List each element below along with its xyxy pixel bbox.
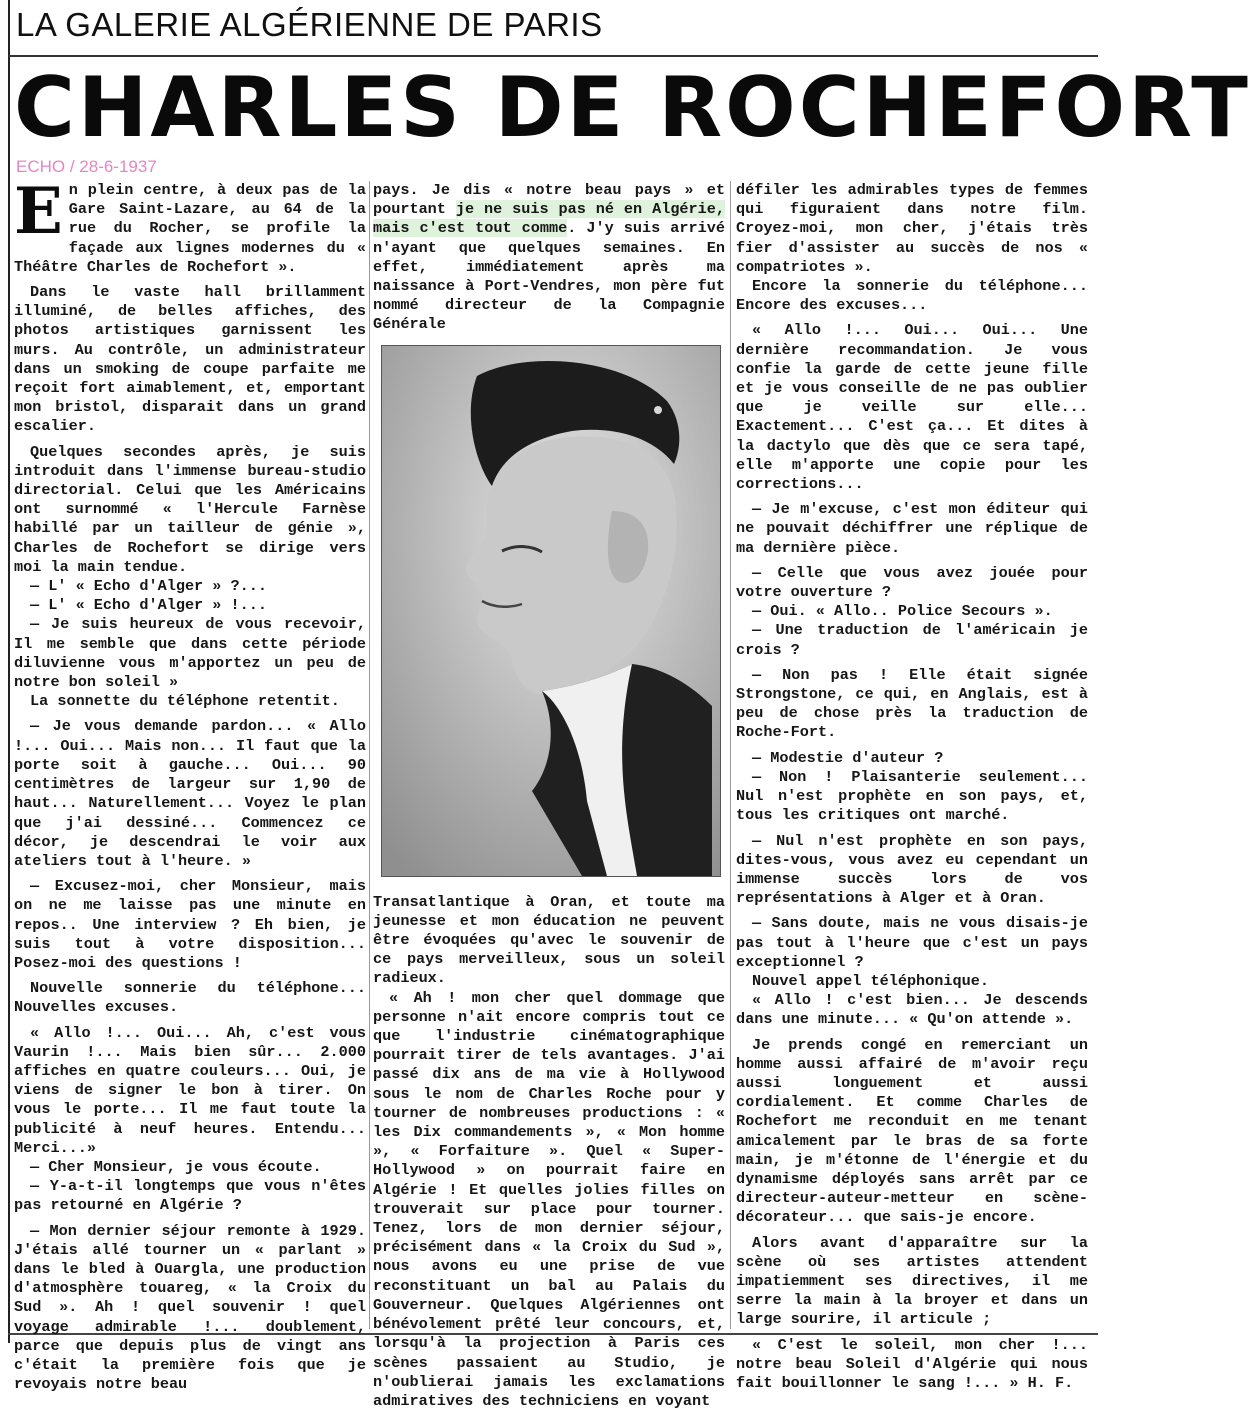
paragraph: « Allo ! c'est bien... Je descends dans une minute... « Qu'on attende ».	[736, 991, 1088, 1029]
paragraph: — Non pas ! Elle était signée Strongstone, ce qui, en Anglais, est à peu de chose près la traduction de Roche-Fort.	[736, 665, 1088, 742]
paragraph: — Je suis heureux de vous recevoir, Il me semble que dans cette période diluvienne vous m'apportez un peu de notre bon soleil »	[14, 615, 366, 692]
paragraph: Alors avant d'apparaître sur la scène où ses artistes attendent impatiemment ses directives, il me serre la main à la broyer et dans un large sourire, il articule ;	[736, 1233, 1088, 1329]
paragraph: Je prends congé en remerciant un homme aussi affairé de m'avoir reçu aussi longuement et aussi cordialement. Et comme Charles de Rochefort me reconduit en me tenant amicalement par le bras de sa forte main, je m'étonne de l'énergie et du dynamisme déployés sans arrêt par ce directeur-auteur-metteur en scène-décorateur... que sais-je encore.	[736, 1035, 1088, 1227]
paragraph: — Modestie d'auteur ?	[752, 748, 944, 767]
left-border-rule	[8, 0, 10, 1343]
paragraph: « Allo !... Oui... Ah, c'est vous Vaurin !... Mais bien sûr... 2.000 affiches en quatre couleurs... Oui, je viens de signer le bon à tirer. On vous le porte... Il me faut toute la publicité à neuf heures. Entendu... Merci...»	[14, 1023, 366, 1157]
column-divider	[369, 181, 370, 1329]
paragraph: « Ah ! mon cher quel dommage que personne n'ait encore compris tout ce que l'industrie cinématographique pourrait tirer de tels avantages. J'ai passé dix ans de ma vie à Hollywood sous le nom de Charles Roche pour y tourner de nombreuses productions : « les Dix commandements », « Mon homme », « Forfaiture ». Quel « Super-Hollywood » on pourrait faire en Algérie ! Et quelles jolies filles on trouverait sur place pour tourner. Tenez, lors de mon dernier séjour, précisément dans « la Croix du Sud », nous avons eu une prise de vue reconstituant un bal au Palais du Gouverneur. Quelques Algériennes ont bénévolement prêté leur concours, et, lorsqu'à la projection à Paris ces scènes passaient au Studio, je n'oublierai jamais les exclamations admiratives des techniciens en voyant	[373, 988, 725, 1410]
paragraph: — Une traduction de l'américain je crois ?	[736, 621, 1088, 659]
paragraph: — Cher Monsieur, je vous écoute.	[30, 1157, 322, 1176]
paragraph: — Je m'excuse, c'est mon éditeur qui ne pouvait déchiffrer une réplique de ma dernière pièce.	[736, 500, 1088, 557]
column-divider	[730, 181, 731, 1329]
section-kicker: LA GALERIE ALGÉRIENNE DE PARIS	[16, 6, 603, 43]
paragraph: — Excusez-moi, cher Monsieur, mais on ne me laisse pas une minute en repos.. Une interview ? Eh bien, je suis tout à votre disposition... Posez-moi des questions !	[14, 877, 366, 972]
drop-cap: E	[14, 174, 63, 249]
header-divider	[8, 55, 1098, 57]
paragraph: — Je vous demande pardon... « Allo !... Oui... Mais non... Il faut que la porte soit à gauche... Oui... 90 centimètres de largeur sur 1,90 de haut... Naturellement... Voyez le plan que j'ai dessiné... Commencez ce décor, je descendrai le voir aux ateliers tout à l'heure. »	[14, 717, 366, 870]
paragraph: — Y-a-t-il longtemps que vous n'êtes pas retourné en Algérie ?	[14, 1177, 366, 1215]
paragraph: — Celle que vous avez jouée pour votre ouverture ?	[736, 563, 1088, 602]
article-column-1	[14, 174, 366, 1394]
paragraph: En plein centre, à deux pas de la Gare Saint-Lazare, au 64 de la rue du Rocher, se profile la façade aux lignes modernes du « Théâtre Charles de Rochefort ».	[14, 174, 366, 276]
highlighted-text: je ne suis pas né en Algérie, mais c'est tout comme	[373, 200, 725, 238]
paragraph: — Nul n'est prophète en son pays, dites-vous, vous avez eu cependant un immense succès lors de vos représentations à Alger et à Oran.	[736, 831, 1088, 908]
paragraph: « Allo !... Oui... Oui... Une dernière recommandation. Je vous confie la garde de cette jeune fille et je vous conseille de ne pas oublier que je veille sur elle... Exactement... C'est ça... Et dites à la dactylo que dès que ce sera tapé, elle m'apporte une copie pour les corrections...	[736, 321, 1088, 494]
article-column-3	[736, 181, 1088, 1392]
paragraph: — Oui. « Allo.. Police Secours ».	[752, 602, 1053, 621]
paragraph: pays. Je dis « notre beau pays » et pourtant je ne suis pas né en Algérie, mais c'est tout comme. J'y suis arrivé n'ayant que quelques semaines. En effet, immédiatement après ma naissance à Port-Vendres, mon père fut nommé directeur de la Compagnie Générale	[373, 181, 725, 334]
source-annotation: ECHO / 28-6-1937	[16, 157, 157, 176]
paragraph: Nouvelle sonnerie du téléphone... Nouvelles excuses.	[14, 979, 366, 1017]
paragraph: — L' « Echo d'Alger » !...	[30, 596, 267, 615]
paragraph: La sonnette du téléphone retentit.	[30, 692, 340, 711]
paragraph: « C'est le soleil, mon cher !... notre beau Soleil d'Algérie qui nous fait bouillonner le sang !... » H. F.	[736, 1335, 1088, 1392]
paragraph: Nouvel appel téléphonique.	[752, 971, 989, 990]
paragraph: Encore la sonnerie du téléphone... Encore des excuses...	[736, 277, 1088, 315]
paragraph: défiler les admirables types de femmes qui figuraient dans notre film. Croyez-moi, mon cher, j'étais très fier d'assister au succès de nos « compatriotes ».	[736, 181, 1088, 276]
portrait-photo	[381, 345, 721, 877]
portrait-image	[382, 346, 720, 876]
paragraph: Dans le vaste hall brillamment illuminé, de belles affiches, des photos artistiques garnissent les murs. Au contrôle, un administrateur dans un smoking de coupe parfaite me reçoit fort aimablement, et, emportant mon bristol, disparait dans un grand escalier.	[14, 283, 366, 436]
paragraph: Transatlantique à Oran, et toute ma jeunesse et mon éducation ne peuvent être évoquées qu'avec le souvenir de ce pays merveilleux, sous un soleil radieux.	[373, 892, 725, 988]
paragraph: — Sans doute, mais ne vous disais-je pas tout à l'heure que c'est un pays exceptionnel ?	[736, 914, 1088, 971]
author-signature: H. F.	[1027, 1373, 1074, 1392]
article-headline: CHARLES DE ROCHEFORT	[14, 59, 1251, 156]
article-column-2	[373, 181, 725, 1410]
paragraph: — Mon dernier séjour remonte à 1929. J'étais allé tourner un « parlant » dans le bled à Ouargla, une production d'atmosphère touareg, « la Croix du Sud ». Ah ! quel souvenir ! quel voyage admirable !... doublement, parce que depuis plus de vingt ans c'était la première fois que je revoyais notre beau	[14, 1221, 366, 1394]
paragraph: — Non ! Plaisanterie seulement... Nul n'est prophète en son pays, et, tous les critiques ont marché.	[736, 767, 1088, 825]
paragraph: — L' « Echo d'Alger » ?...	[30, 577, 267, 596]
paragraph: Quelques secondes après, je suis introduit dans l'immense bureau-studio directorial. Celui que les Américains ont surnommé « l'Hercule Farnèse habillé par un tailleur de génie », Charles de Rochefort se dirige vers moi la main tendue.	[14, 442, 366, 576]
